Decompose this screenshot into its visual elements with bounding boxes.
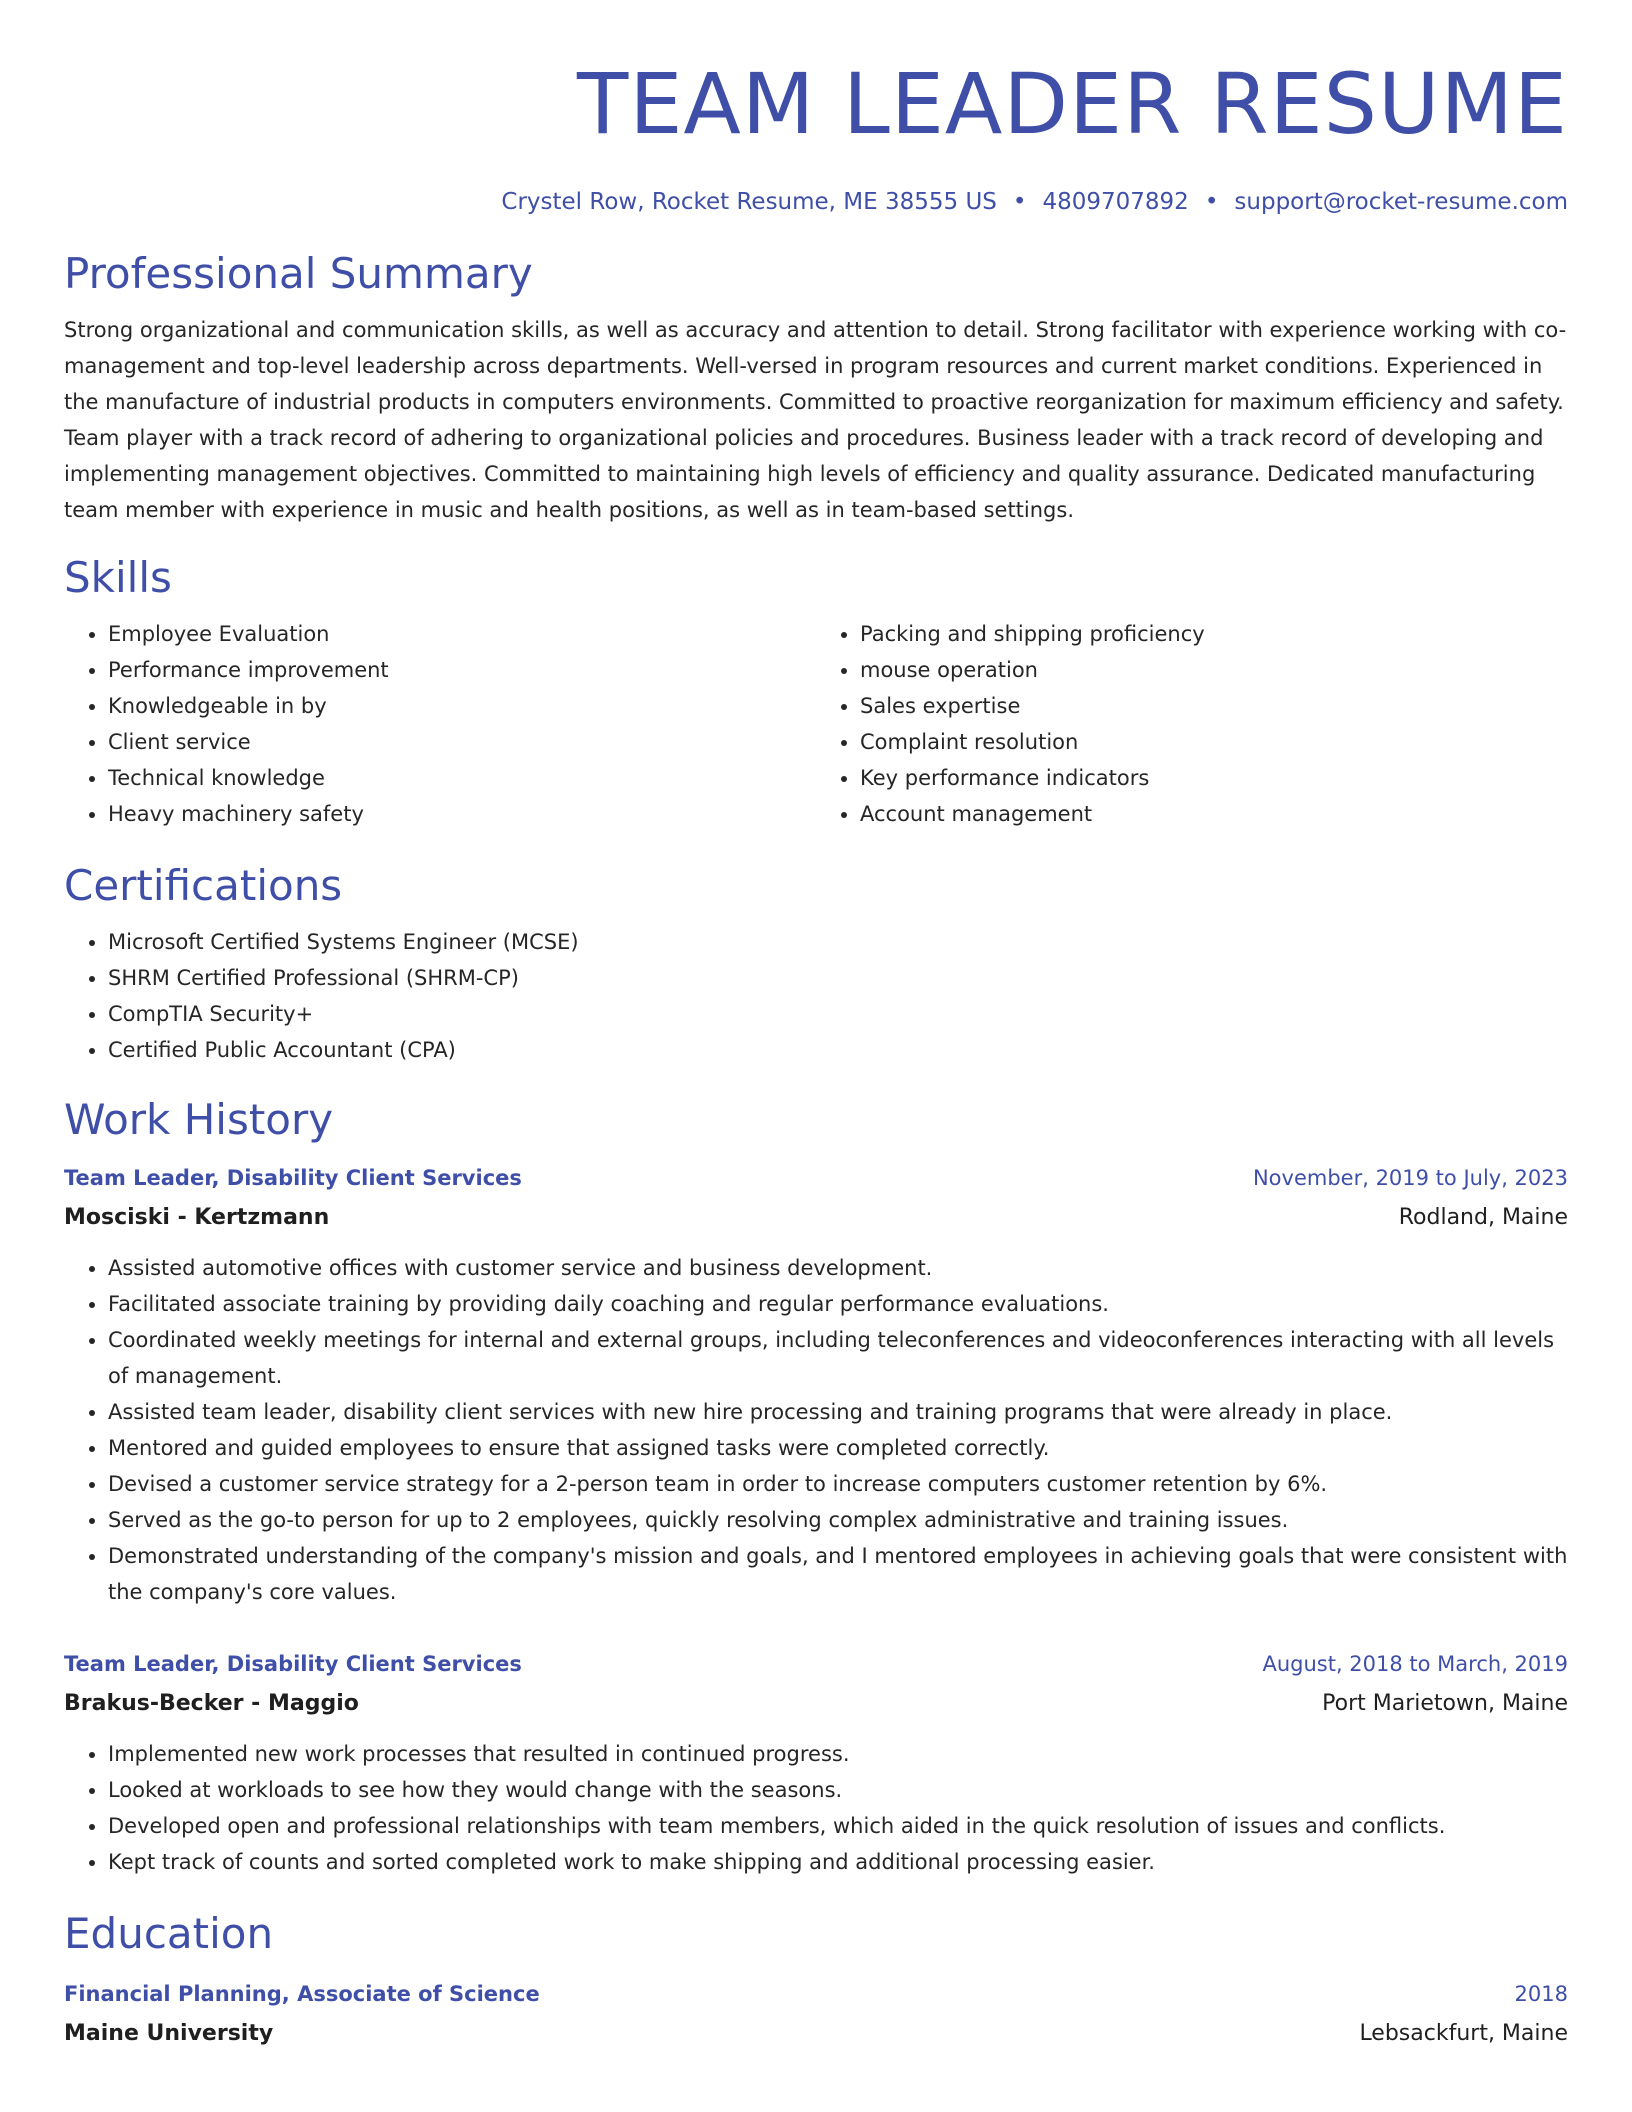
skill-item: • mouse operation	[860, 652, 1568, 688]
contact-line	[64, 186, 1568, 218]
contact-separator: •	[1204, 189, 1219, 215]
job-company-row	[64, 1198, 1568, 1238]
skill-item: • Complaint resolution	[860, 724, 1568, 760]
job-bullet: • Demonstrated understanding of the company's mission and goals, and I mentored employees in achieving goals that were consistent with the company's core values.	[108, 1538, 1568, 1610]
summary-text: Strong organizational and communication skills, as well as accuracy and attention to detail. Strong facilitator with experience working with co-management and top-level leadership across departments. Well-versed in program resources and current market conditions. Experienced in the manufacture of industrial products in computers environments. Committed to proactive reorganization for maximum efficiency and safety. Team player with a track record of adhering to organizational policies and procedures. Business leader with a track record of developing and implementing management objectives. Committed to maintaining high levels of efficiency and quality assurance. Dedicated manufacturing team member with experience in music and health positions, as well as in team-based settings.	[64, 318, 1567, 522]
skill-item: • Sales expertise	[860, 688, 1568, 724]
job-location: Port Marietown, Maine	[1322, 1691, 1568, 1716]
job-entry	[64, 1644, 1568, 1880]
job-bullets	[64, 1250, 1568, 1610]
skill-item: • Employee Evaluation	[108, 616, 816, 652]
job-company-row	[64, 1684, 1568, 1724]
job-bullet: • Assisted team leader, disability client services with new hire processing and training programs that were already in place.	[108, 1394, 1568, 1430]
contact-address: Crystel Row, Rocket Resume, ME 38555 US	[501, 189, 997, 215]
job-bullets	[64, 1736, 1568, 1880]
job-dates: November, 2019 to July, 2023	[1252, 1166, 1568, 1190]
job-bullet: • Implemented new work processes that resulted in continued progress.	[108, 1736, 1568, 1772]
job-dates: August, 2018 to March, 2019	[1262, 1652, 1568, 1676]
education-heading: Education	[64, 1909, 274, 1958]
job-bullet: • Looked at workloads to see how they would change with the seasons.	[108, 1772, 1568, 1808]
skill-item: • Account management	[860, 796, 1568, 832]
education-degree: Financial Planning, Associate of Science	[64, 1982, 540, 2006]
work-history-heading: Work History	[64, 1095, 334, 1144]
skill-item: • Packing and shipping proficiency	[860, 616, 1568, 652]
job-bullet: • Facilitated associate training by providing daily coaching and regular performance evaluations.	[108, 1286, 1568, 1322]
skill-item: • Technical knowledge	[108, 760, 816, 796]
certification-item: • Certified Public Accountant (CPA)	[108, 1032, 1568, 1068]
education-location: Lebsackfurt, Maine	[1359, 2021, 1568, 2046]
skills-heading: Skills	[64, 553, 172, 602]
certification-item: • CompTIA Security+	[108, 996, 1568, 1032]
job-title: Team Leader, Disability Client Services	[64, 1652, 522, 1676]
job-company: Brakus-Becker - Maggio	[64, 1691, 359, 1716]
skill-item: • Heavy machinery safety	[108, 796, 816, 832]
job-bullet: • Assisted automotive offices with customer service and business development.	[108, 1250, 1568, 1286]
contact-phone: 4809707892	[1042, 189, 1189, 215]
contact-email: support@rocket-resume.com	[1234, 189, 1568, 215]
job-bullet: • Mentored and guided employees to ensure that assigned tasks were completed correctly.	[108, 1430, 1568, 1466]
job-bullet: • Devised a customer service strategy for a 2-person team in order to increase computers customer retention by 6%.	[108, 1466, 1568, 1502]
certification-item: • Microsoft Certified Systems Engineer (MCSE)	[108, 924, 1568, 960]
education-header-row	[64, 1974, 1568, 2014]
job-header-row	[64, 1644, 1568, 1684]
job-bullet: • Kept track of counts and sorted completed work to make shipping and additional processing easier.	[108, 1844, 1568, 1880]
skill-item: • Performance improvement	[108, 652, 816, 688]
job-bullet: • Developed open and professional relationships with team members, which aided in the quick resolution of issues and conflicts.	[108, 1808, 1568, 1844]
certifications-list	[64, 924, 1568, 1068]
job-title: Team Leader, Disability Client Services	[64, 1166, 522, 1190]
job-company: Mosciski - Kertzmann	[64, 1205, 330, 1230]
job-bullet: • Coordinated weekly meetings for internal and external groups, including teleconferences and videoconferences interacting with all levels of management.	[108, 1322, 1568, 1394]
skill-item: • Key performance indicators	[860, 760, 1568, 796]
job-bullet: • Served as the go-to person for up to 2 employees, quickly resolving complex administrative and training issues.	[108, 1502, 1568, 1538]
job-entry	[64, 1158, 1568, 1610]
skill-item: • Knowledgeable in by	[108, 688, 816, 724]
contact-separator: •	[1012, 189, 1027, 215]
skills-columns	[64, 616, 1568, 832]
skills-right-list	[816, 616, 1568, 832]
certifications-heading: Certifications	[64, 861, 343, 910]
education-entry	[64, 1974, 1568, 2054]
job-location: Rodland, Maine	[1398, 1205, 1568, 1230]
certification-item: • SHRM Certified Professional (SHRM-CP)	[108, 960, 1568, 996]
education-school-row	[64, 2014, 1568, 2054]
skill-item: • Client service	[108, 724, 816, 760]
education-year: 2018	[1514, 1982, 1568, 2006]
job-header-row	[64, 1158, 1568, 1198]
skills-left-list	[64, 616, 816, 832]
education-school: Maine University	[64, 2021, 274, 2046]
resume-title: TEAM LEADER RESUME	[577, 55, 1568, 153]
summary-heading: Professional Summary	[64, 249, 533, 298]
